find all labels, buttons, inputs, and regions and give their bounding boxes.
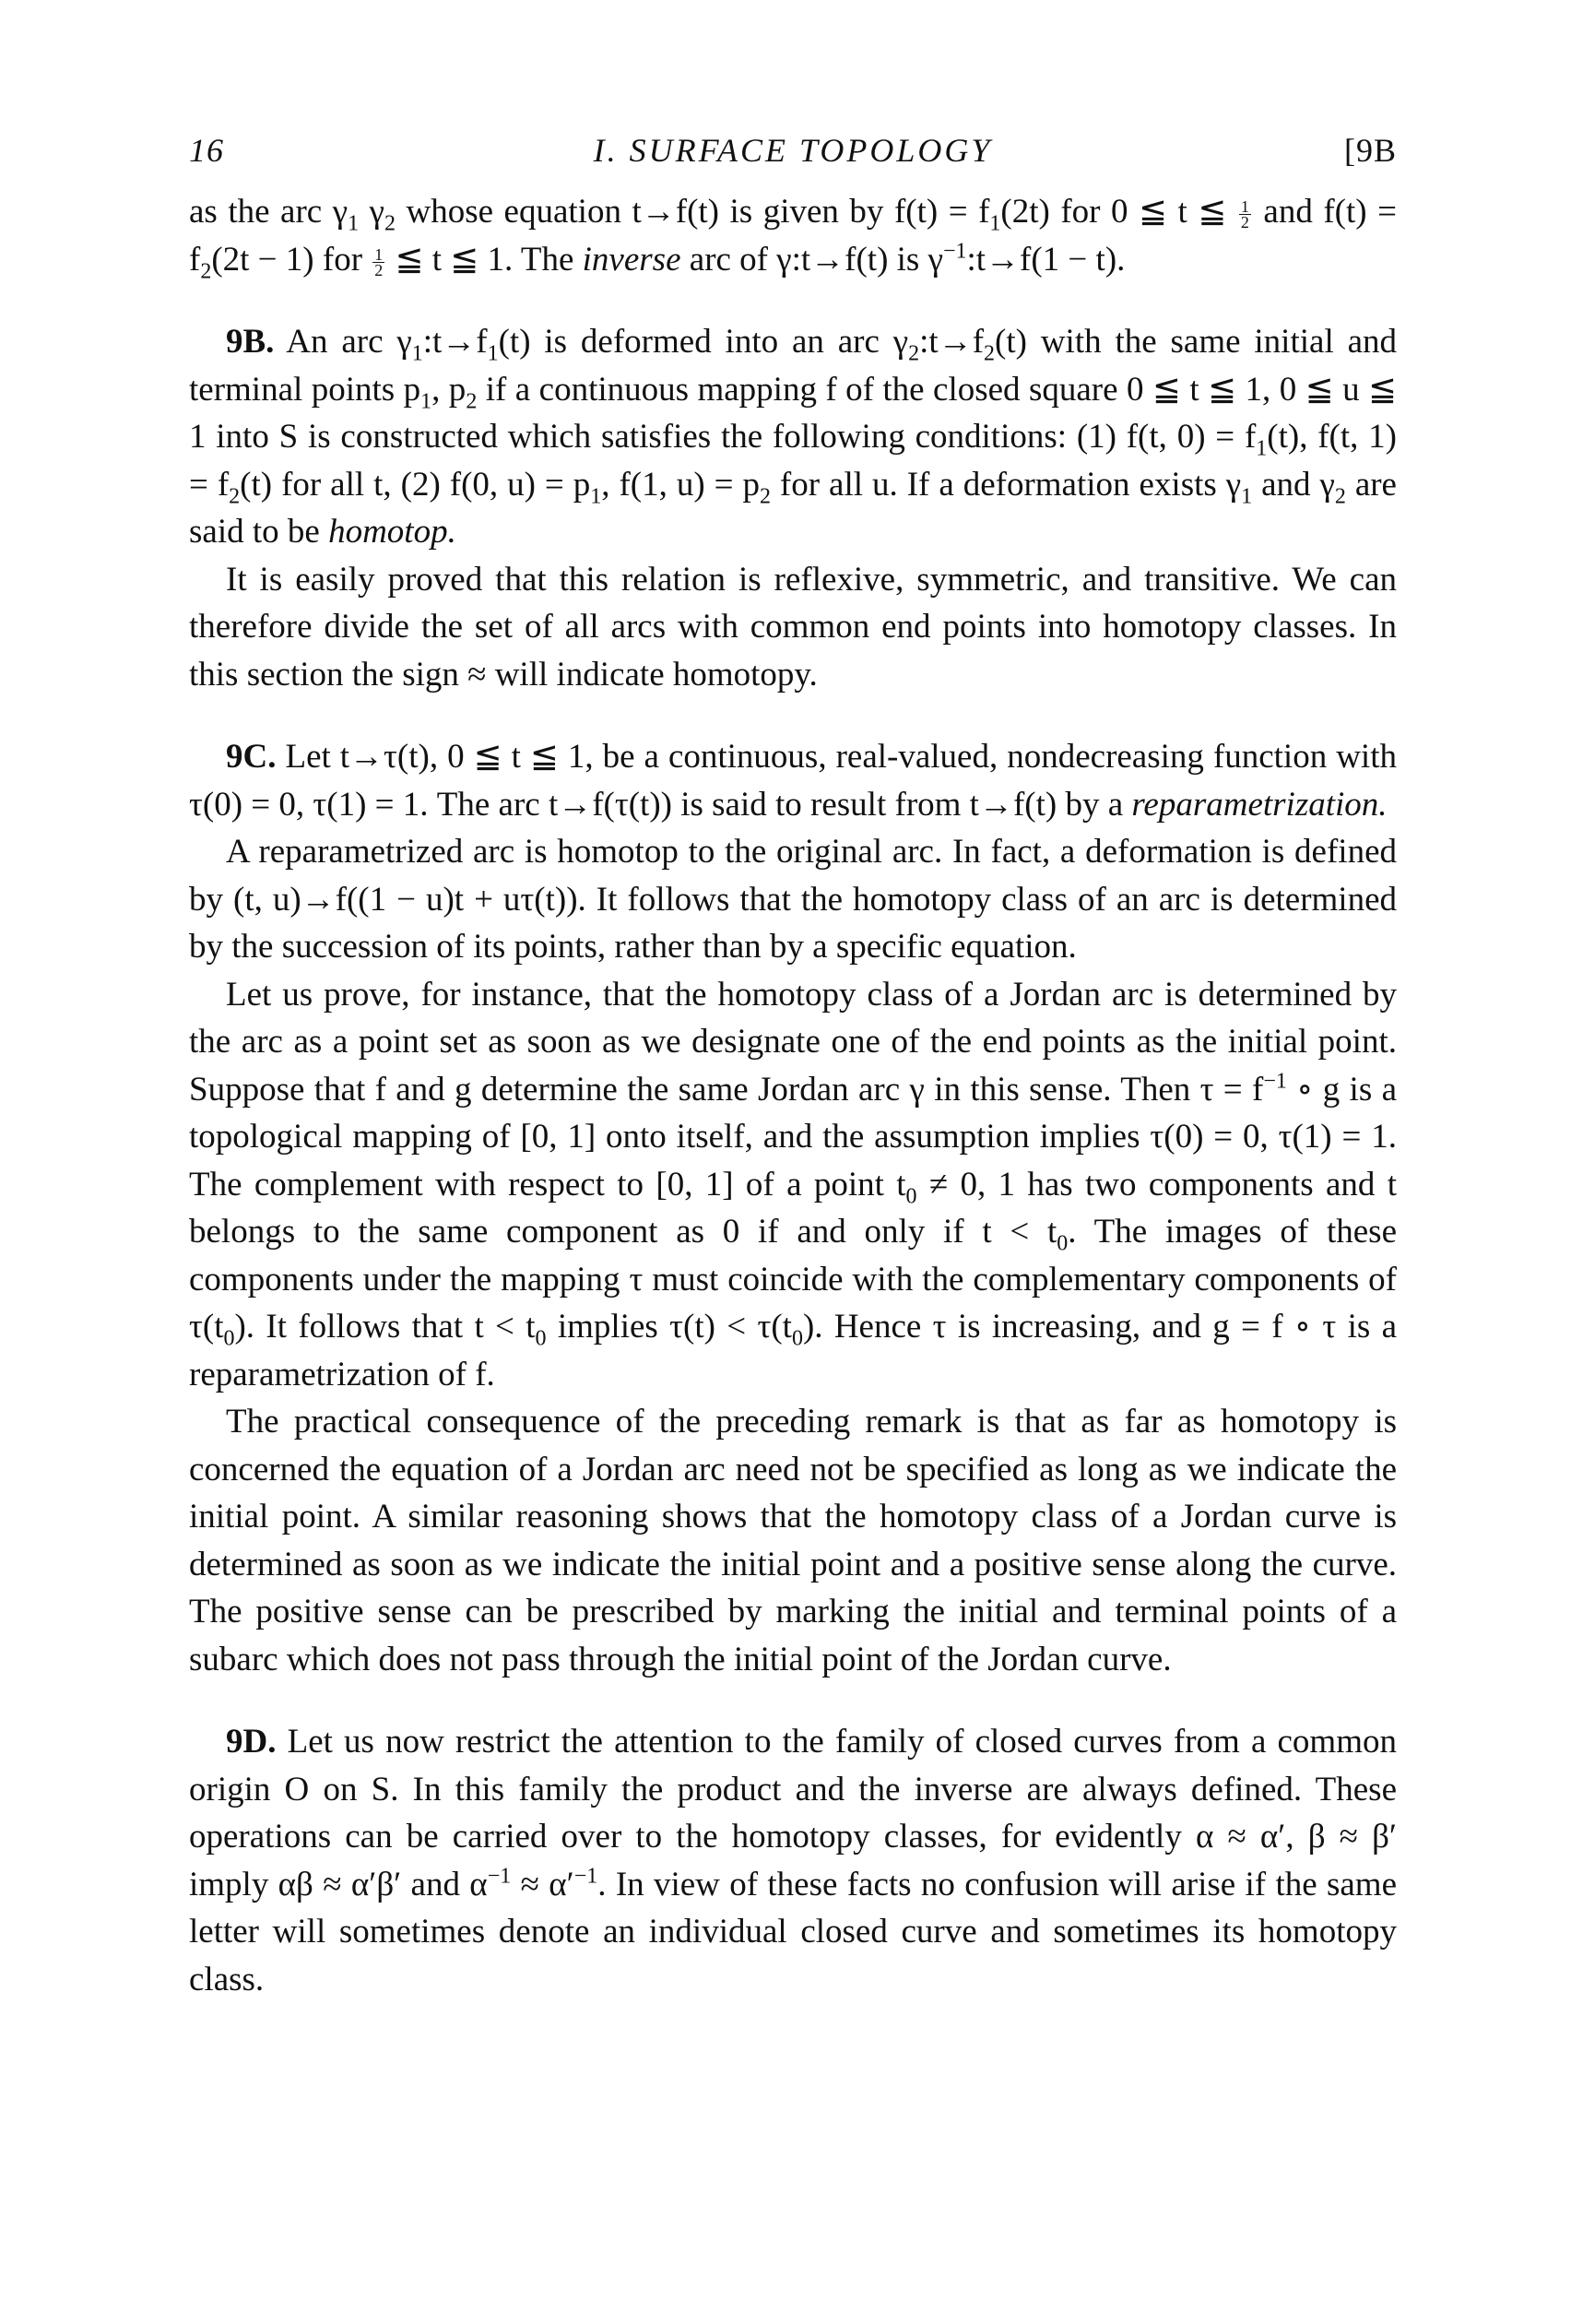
section-label: 9C. bbox=[226, 738, 277, 776]
paragraph: The practical consequence of the preceding remark is that as far as homotopy is concerned the equation of a Jordan arc need not be specified as long as we indicate the initial point. A similar reasoning shows that the homotopy class of a Jordan curve is determined as soon as we indicate the initial point and a positive sense along the curve. The positive sense can be prescribed by marking the initial and terminal points of a subarc which does not pass through the initial point of the Jordan curve. bbox=[189, 1403, 1397, 1678]
section-9b: 9B. An arc $\gamma_1:t\to f_1(t)$ is deformed into an arc $\gamma_2:t\to f_2(t)$ with the same initial and terminal points $p_1$, $p_2$ if a continuous mapping f of the closed square 0 ≦ t ≦ 1, 0 ≦ u ≦ 1 into S is constructed which satisfies the following conditions: (1) f(t, $0) = f_1(t)$, f(t, $1) = f_2(t)$ for all t, (2) f(0, $u) = p_1$, f(1, $u) = p_2$ for all u. If a deformation exists $\gamma_1$ and $\gamma_2$ are said to be homotop. bbox=[189, 323, 1398, 551]
section-label: 9B. bbox=[226, 323, 275, 361]
fraction-half: $\frac{1}{2}$ bbox=[374, 244, 384, 279]
page-number: 16 bbox=[189, 132, 224, 169]
paragraph-continued: as the arc $\gamma_1$ $\gamma_2$ whose equation t→f(t) is given by $f(t) = f_1(2t)$ for 0 ≦ t ≦ $\frac{1}{2}$ and $f(t) = f_2(2t - 1)$ for $\frac{1}{2}$ ≦ t ≦ 1. The inverse arc of γ:t→f(t) is $\gamma^{-1}:t\to f(1 - t)$. bbox=[189, 193, 1397, 283]
section-label: 9D. bbox=[226, 1723, 277, 1761]
book-page bbox=[189, 120, 1397, 2003]
paragraph: It is easily proved that this relation is reflexive, symmetric, and transitive. We can therefore divide the set of all arcs with common end points into homotopy classes. In this section the sign ≈ will indicate homotopy. bbox=[189, 560, 1397, 694]
fraction-half: $\frac{1}{2}$ bbox=[1240, 197, 1249, 232]
running-title: I. SURFACE TOPOLOGY bbox=[593, 132, 993, 169]
paragraph: A reparametrized arc is homotop to the original arc. In fact, a deformation is defined by (t, u)→f((1 − u)t + uτ(t)). It follows that the homotopy class of an arc is determined by the succession of its points, rather than by a specific equation. bbox=[189, 833, 1397, 966]
section-9c: 9C. Let t→τ(t), 0 ≦ t ≦ 1, be a continuous, real-valued, nondecreasing function with τ(0) = 0, τ(1) = 1. The arc t→f(τ(t)) is said to result from t→f(t) by a reparametrization. bbox=[189, 738, 1397, 824]
section-9d: 9D. Let us now restrict the attention to the family of closed curves from a common origin O on S. In this family the product and the inverse are always defined. These operations can be carried over to the homotopy classes, for evidently α ≈ α′, β ≈ β′ imply αβ ≈ α′β′ and $\alpha^{-1} \approx \alpha'^{-1}$. In view of these facts no confusion will arise if the same letter will sometimes denote an individual closed curve and sometimes its homotopy class. bbox=[189, 1723, 1398, 1998]
section-tag: [9B bbox=[1344, 132, 1397, 169]
page-header bbox=[189, 120, 1397, 175]
paragraph: Let us prove, for instance, that the homotopy class of a Jordan arc is determined by the arc as a point set as soon as we designate one of the end points as the initial point. Suppose that f and g determine the same Jordan arc γ in this sense. Then $\tau = f^{-1}$ ∘ g is a topological mapping of [0, 1] onto itself, and the assumption implies τ(0) = 0, τ(1) = 1. The complement with respect to [0, 1] of a point $t_0 \ne 0$, 1 has two components and t belongs to the same component as 0 if and only if $t < t_0$. The images of these components under the mapping τ must coincide with the complementary components of $\tau(t_0)$. It follows that $t < t_0$ implies $\tau(t) < \tau(t_0)$. Hence τ is increasing, and g = f ∘ τ is a reparametrization of f. bbox=[189, 975, 1398, 1393]
